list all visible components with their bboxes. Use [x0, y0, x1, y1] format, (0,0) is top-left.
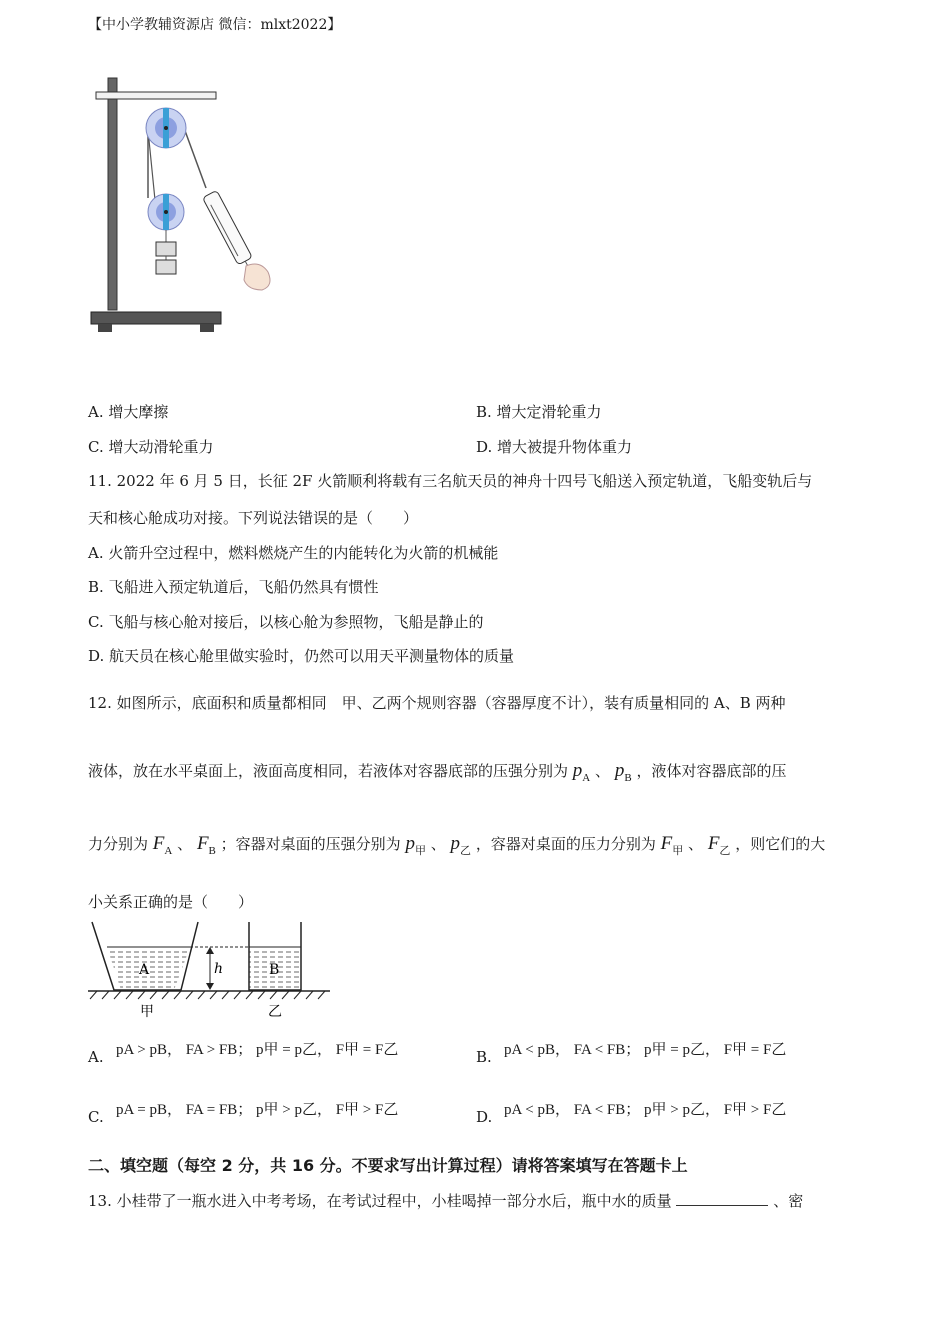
- q12-stem-line1: 12. 如图所示，底面积和质量都相同 甲、乙两个规则容器（容器厚度不计），装有质量相同的 A、B 两种: [88, 694, 786, 712]
- containers-figure: [86, 920, 336, 1020]
- q12-line3-post: ，则它们的大: [735, 835, 826, 853]
- q12-option-a-label: A.: [88, 1048, 104, 1066]
- q12-line2-post: ，液体对容器底部的压: [636, 762, 787, 780]
- symbol-F-yi: $F_乙$: [707, 833, 731, 857]
- symbol-FA: $F_A$: [152, 833, 173, 857]
- separator: 、: [430, 835, 446, 853]
- q12-stem-line2: [88, 760, 786, 784]
- q12-line2-pre: 液体，放在水平桌面上，液面高度相同，若液体对容器底部的压强分别为: [88, 762, 569, 780]
- separator: 、: [177, 835, 193, 853]
- height-label: h: [214, 961, 224, 977]
- q13-pre: 13. 小桂带了一瓶水进入中考考场，在考试过程中，小桂喝掉一部分水后，瓶中水的质量: [88, 1192, 672, 1210]
- liquid-b-label: B: [269, 962, 280, 978]
- separator: 、: [688, 835, 704, 853]
- q12-stem-line3: [88, 833, 825, 858]
- container-yi-label: 乙: [268, 1004, 282, 1020]
- q10-option-c: C. 增大动滑轮重力: [88, 438, 214, 456]
- q12-option-c: pA = pB， FA = FB； p甲 > p乙， F甲 > F乙: [116, 1102, 399, 1118]
- q13-answer-blank[interactable]: [676, 1191, 768, 1206]
- separator: 、: [595, 762, 611, 780]
- symbol-pB: $p_B$: [614, 760, 632, 784]
- q11-stem-line1: 11. 2022 年 6 月 5 日，长征 2F 火箭顺利将载有三名航天员的神舟十四号飞船送入预定轨道，飞船变轨后与: [88, 472, 813, 490]
- q11-option-d: D. 航天员在核心舱里做实验时，仍然可以用天平测量物体的质量: [88, 647, 515, 665]
- q11-option-b: B. 飞船进入预定轨道后，飞船仍然具有惯性: [88, 578, 379, 596]
- symbol-F-jia: $F_甲$: [660, 833, 684, 857]
- liquid-a-label: A: [139, 962, 150, 978]
- q11-option-c: C. 飞船与核心舱对接后，以核心舱为参照物，飞船是静止的: [88, 613, 484, 631]
- q12-line3-pre: 力分别为: [88, 835, 149, 853]
- q12-line3-mid2: ，容器对桌面的压力分别为: [475, 835, 656, 853]
- q12-line3-mid1: ；容器对桌面的压强分别为: [220, 835, 401, 853]
- q11-stem-line2: 天和核心舱成功对接。下列说法错误的是（ ）: [88, 509, 419, 527]
- page-header: 【中小学教辅资源店 微信：mlxt2022】: [88, 17, 342, 33]
- container-jia-label: 甲: [140, 1004, 154, 1020]
- q12-option-b-label: B.: [476, 1048, 492, 1066]
- pulley-apparatus-figure: [86, 70, 276, 340]
- q12-option-a: pA > pB， FA > FB； p甲 = p乙， F甲 = F乙: [116, 1042, 399, 1058]
- q12-stem-line4: 小关系正确的是（ ）: [88, 893, 254, 911]
- q12-option-d-label: D.: [476, 1108, 493, 1126]
- symbol-pA: $p_A$: [572, 760, 591, 784]
- symbol-p-yi: $p_乙$: [450, 833, 472, 857]
- q10-option-d: D. 增大被提升物体重力: [476, 438, 633, 456]
- symbol-p-jia: $p_甲$: [405, 833, 426, 857]
- q11-option-a: A. 火箭升空过程中，燃料燃烧产生的内能转化为火箭的机械能: [88, 544, 499, 562]
- q12-option-b: pA < pB， FA < FB； p甲 = p乙， F甲 = F乙: [504, 1042, 787, 1058]
- section-2-heading: 二、填空题（每空 2 分，共 16 分。不要求写出计算过程）请将答案填写在答题卡上: [88, 1156, 688, 1175]
- q12-option-c-label: C.: [88, 1108, 104, 1126]
- q10-option-b: B. 增大定滑轮重力: [476, 403, 602, 421]
- symbol-FB: $F_B$: [196, 833, 216, 857]
- q10-option-a: A. 增大摩擦: [88, 403, 169, 421]
- q13-stem: [88, 1190, 803, 1211]
- q12-option-d: pA < pB， FA < FB； p甲 > p乙， F甲 > F乙: [504, 1102, 787, 1118]
- q13-post: 、密: [773, 1192, 804, 1210]
